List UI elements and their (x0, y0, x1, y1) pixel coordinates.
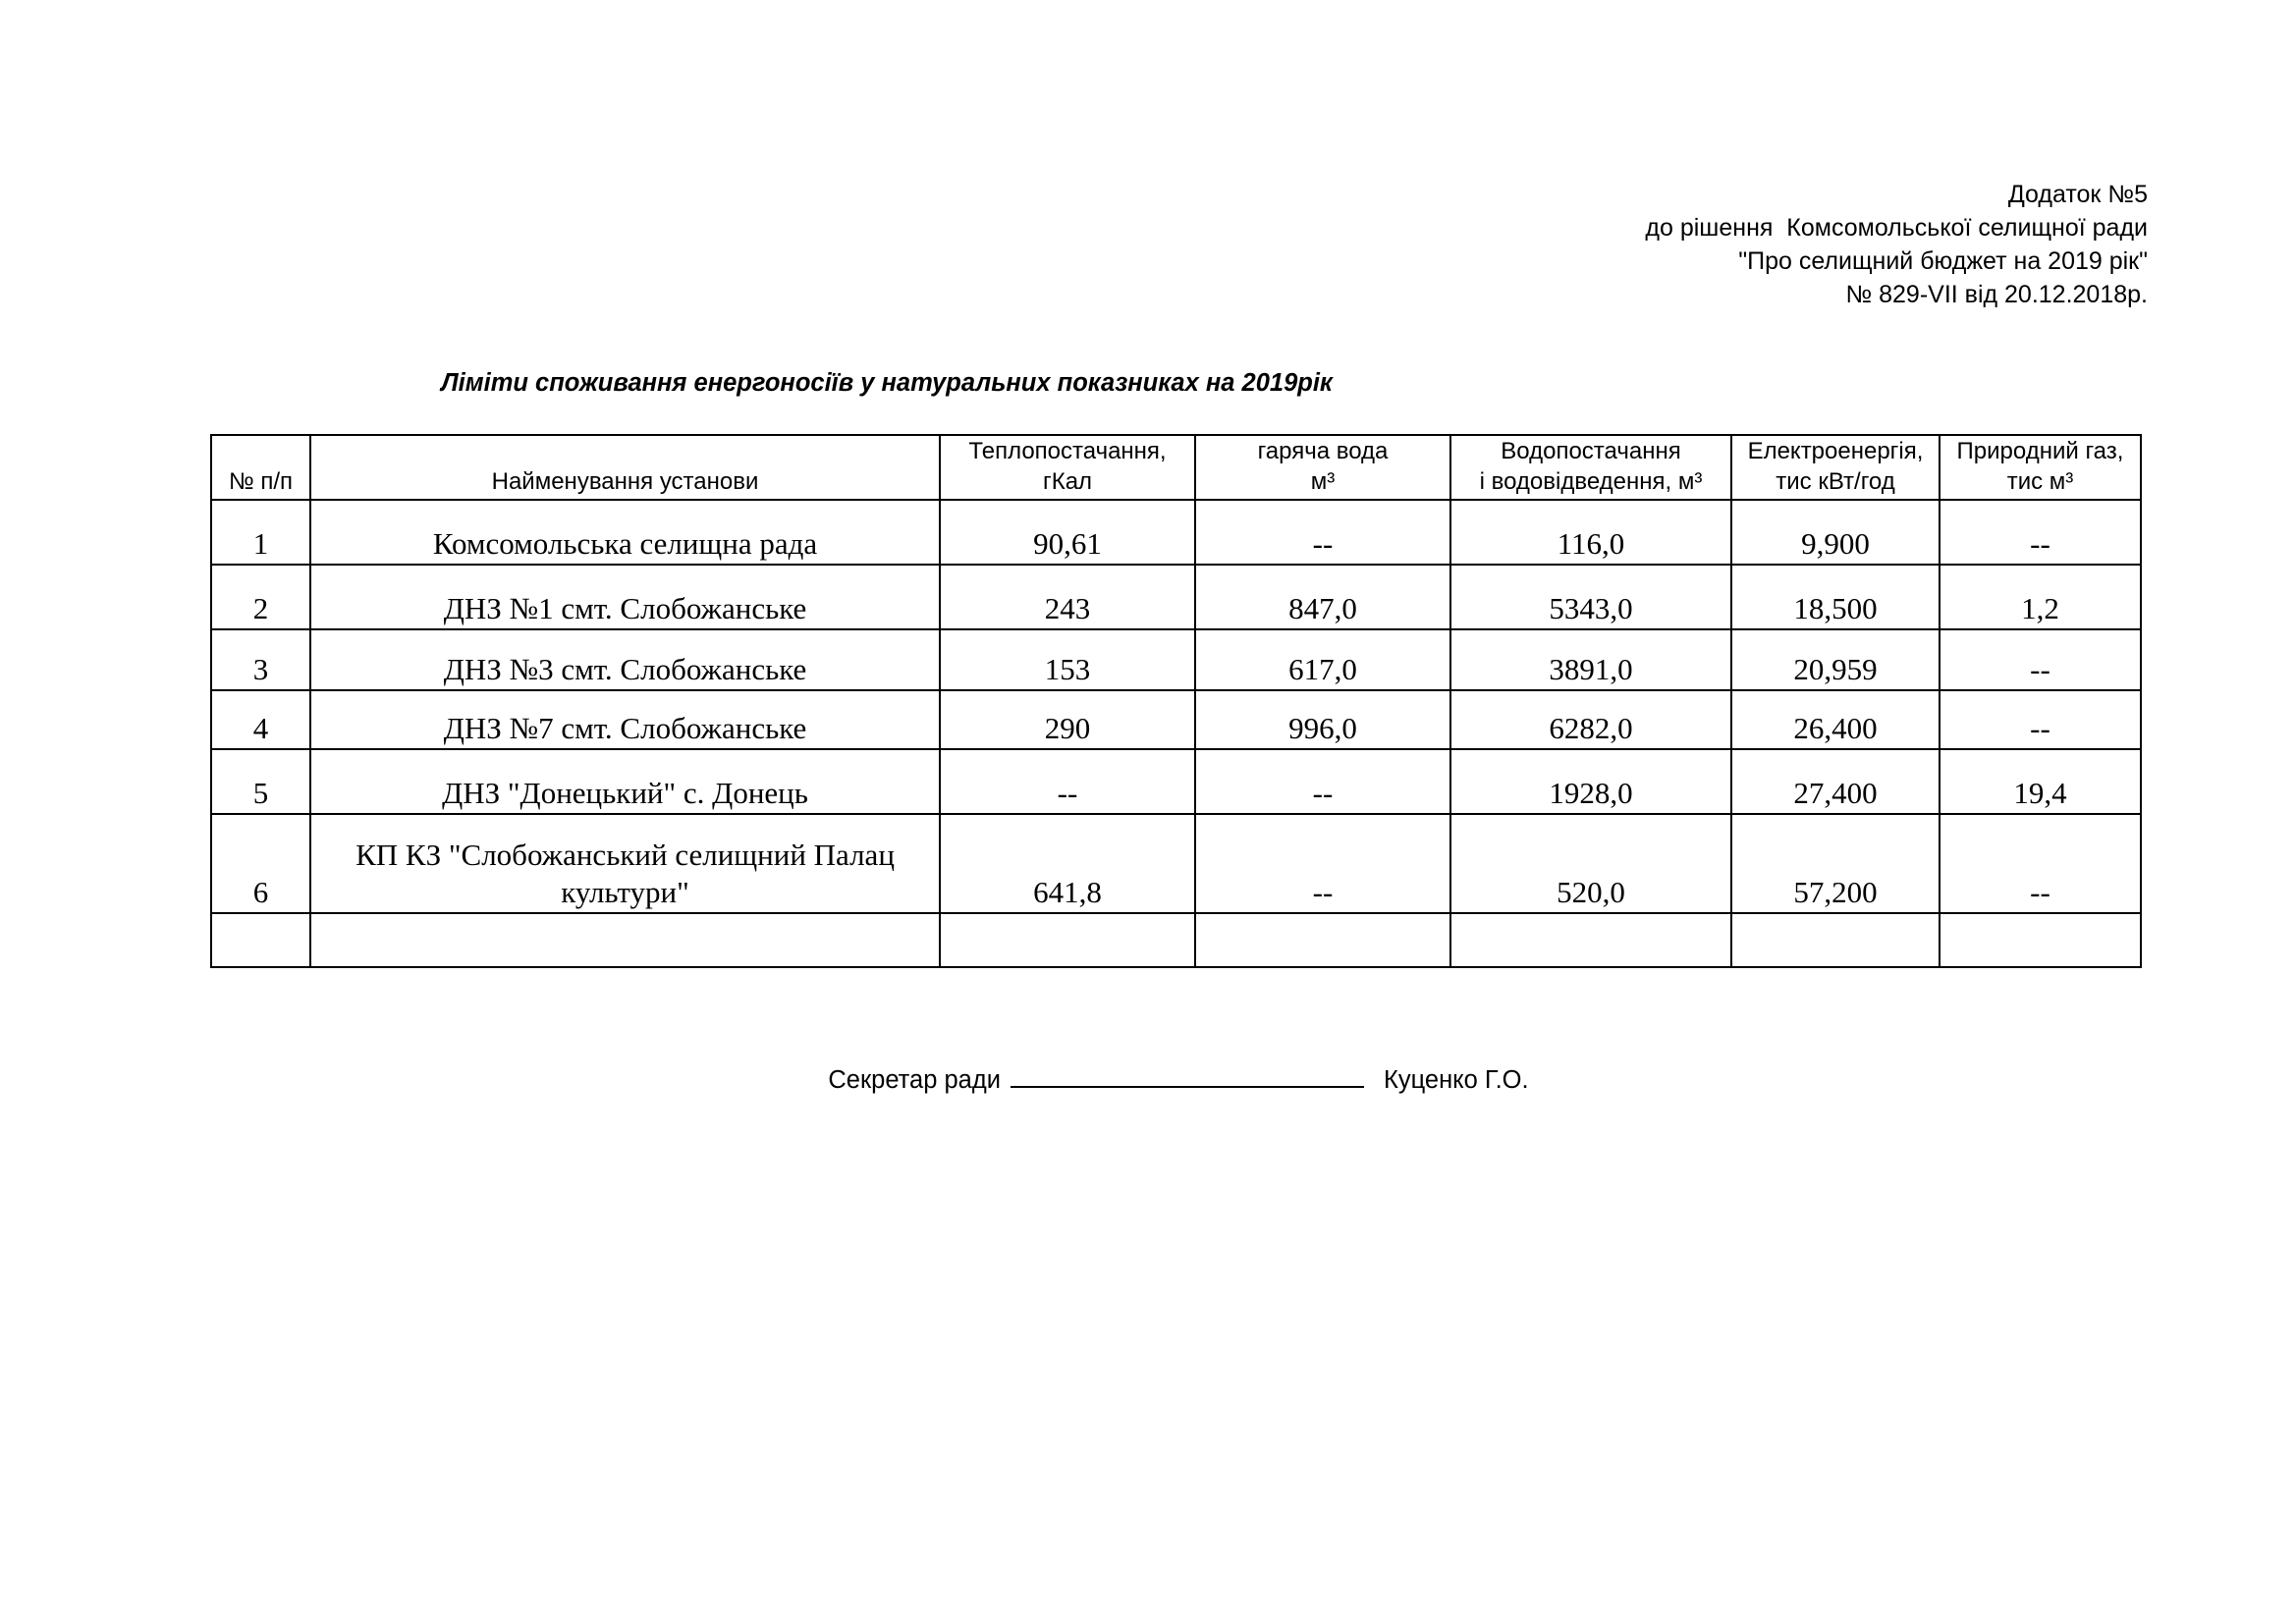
row-number: 2 (211, 565, 310, 629)
heat-value: 153 (940, 629, 1195, 690)
heat-value: 243 (940, 565, 1195, 629)
col-header-number: № п/п (211, 435, 310, 500)
decision-reference: до рішення Комсомольської селищної ради (1645, 214, 2148, 242)
heat-value: 90,61 (940, 500, 1195, 565)
table-row (211, 814, 2141, 913)
water-value (1450, 913, 1731, 967)
institution-name (310, 913, 940, 967)
gas-value: -- (1940, 500, 2141, 565)
water-value: 6282,0 (1450, 690, 1731, 749)
hot-water-value: 996,0 (1195, 690, 1450, 749)
signature-label: Секретар ради (828, 1066, 1001, 1094)
signature-block (0, 1060, 2296, 1095)
row-number: 5 (211, 749, 310, 814)
row-number: 3 (211, 629, 310, 690)
table-row (211, 690, 2141, 749)
water-value: 116,0 (1450, 500, 1731, 565)
electricity-value: 18,500 (1731, 565, 1940, 629)
water-value: 3891,0 (1450, 629, 1731, 690)
table-row (211, 749, 2141, 814)
electricity-value: 9,900 (1731, 500, 1940, 565)
electricity-value: 20,959 (1731, 629, 1940, 690)
col-header-heat: Теплопостачання, гКал (940, 435, 1195, 500)
appendix-header (1645, 178, 2148, 311)
decision-number-date: № 829-VII від 20.12.2018р. (1845, 281, 2148, 308)
electricity-value: 57,200 (1731, 814, 1940, 913)
heat-value: 641,8 (940, 814, 1195, 913)
water-value: 1928,0 (1450, 749, 1731, 814)
signature-line (1011, 1060, 1364, 1088)
institution-name: ДНЗ "Донецький" с. Донець (310, 749, 940, 814)
institution-name: ДНЗ №3 смт. Слобожанське (310, 629, 940, 690)
heat-value: -- (940, 749, 1195, 814)
institution-name: ДНЗ №1 смт. Слобожанське (310, 565, 940, 629)
hot-water-value: -- (1195, 749, 1450, 814)
appendix-number: Додаток №5 (2007, 181, 2148, 208)
gas-value: -- (1940, 814, 2141, 913)
electricity-value (1731, 913, 1940, 967)
col-header-hot-water: гаряча вода м³ (1195, 435, 1450, 500)
row-number: 4 (211, 690, 310, 749)
hot-water-value: 617,0 (1195, 629, 1450, 690)
institution-name: КП КЗ "Слобожанський селищний Палац культури" (310, 814, 940, 913)
col-header-gas: Природний газ, тис м³ (1940, 435, 2141, 500)
gas-value: -- (1940, 690, 2141, 749)
table-header-row (211, 435, 2141, 500)
gas-value (1940, 913, 2141, 967)
col-header-water: Водопостачання і водовідведення, м³ (1450, 435, 1731, 500)
heat-value (940, 913, 1195, 967)
budget-title-reference: "Про селищний бюджет на 2019 рік" (1738, 247, 2148, 275)
water-value: 520,0 (1450, 814, 1731, 913)
gas-value: -- (1940, 629, 2141, 690)
col-header-electricity: Електроенергія, тис кВт/год (1731, 435, 1940, 500)
institution-name: ДНЗ №7 смт. Слобожанське (310, 690, 940, 749)
electricity-value: 26,400 (1731, 690, 1940, 749)
gas-value: 19,4 (1940, 749, 2141, 814)
row-number: 1 (211, 500, 310, 565)
electricity-value: 27,400 (1731, 749, 1940, 814)
table-row (211, 565, 2141, 629)
col-header-institution: Найменування установи (310, 435, 940, 500)
table-row (211, 500, 2141, 565)
table-row (211, 629, 2141, 690)
row-number: 6 (211, 814, 310, 913)
hot-water-value: 847,0 (1195, 565, 1450, 629)
heat-value: 290 (940, 690, 1195, 749)
table-row-empty (211, 913, 2141, 967)
institution-name: Комсомольська селищна рада (310, 500, 940, 565)
water-value: 5343,0 (1450, 565, 1731, 629)
hot-water-value (1195, 913, 1450, 967)
hot-water-value: -- (1195, 814, 1450, 913)
hot-water-value: -- (1195, 500, 1450, 565)
signatory-name: Куценко Г.О. (1384, 1066, 1529, 1094)
gas-value: 1,2 (1940, 565, 2141, 629)
document-title: Ліміти споживання енергоносіїв у натуральних показниках на 2019рік (441, 369, 1333, 397)
row-number (211, 913, 310, 967)
limits-table (210, 434, 2142, 968)
